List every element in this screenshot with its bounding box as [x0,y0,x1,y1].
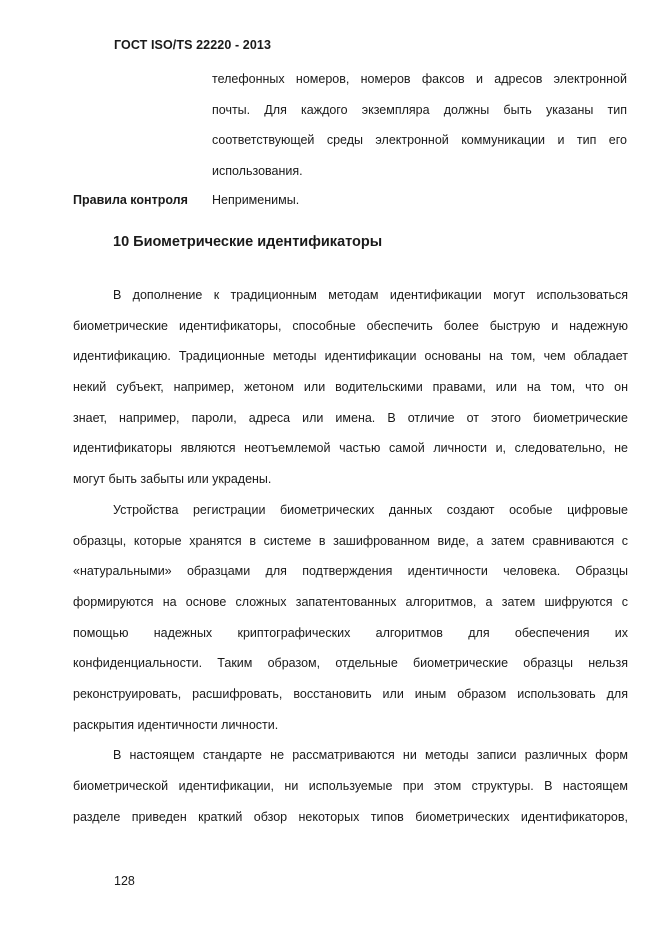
paragraph-line: конфиденциальности. Таким образом, отдельные биометрические образцы нельзя [73,656,628,671]
paragraph-line: могут быть забыты или украдены. [73,472,272,487]
paragraph-line: Устройства регистрации биометрических данных создают особые цифровые [113,502,628,517]
paragraph-line: помощью надежных криптографических алгоритмов для обеспечения их [73,625,628,640]
control-rules-label: Правила контроля [73,193,188,207]
paragraph-line: образцы, которые хранятся в системе в зашифрованном виде, а затем сравниваются с [73,533,628,548]
paragraph-line: биометрические идентификаторы, способные обеспечить более быструю и надежную [73,318,628,333]
page-header-standard: ГОСТ ISO/TS 22220 - 2013 [114,38,271,52]
paragraph-line: знает, например, пароли, адреса или имена. В отличие от этого биометрические [73,410,628,425]
paragraph-line: формируются на основе сложных запатентованных алгоритмов, а затем шифруются с [73,594,628,609]
paragraph-line: идентификаторы являются неотъемлемой частью самой личности и, следовательно, не [73,441,628,456]
continuation-paragraph [212,64,627,186]
paragraph-line: биометрической идентификации, ни используемые при этом структуры. В настоящем [73,779,628,793]
page-number: 128 [114,874,135,888]
text-line: использования. [212,163,303,178]
paragraph-line: «натуральными» образцами для подтверждения идентичности человека. Образцы [73,564,628,579]
paragraph-line: реконструировать, расшифровать, восстановить или иным образом использовать для [73,686,628,701]
paragraph-line: В дополнение к традиционным методам идентификации могут использоваться [113,288,628,302]
paragraph-line: разделе приведен краткий обзор некоторых типов биометрических идентификаторов, [73,809,628,824]
text-line: соответствующей среды электронной коммуникации и тип его [212,133,627,148]
paragraph-line: некий субъект, например, жетоном или водительскими правами, или на том, что он [73,380,628,395]
paragraph-line: В настоящем стандарте не рассматриваются ни методы записи различных форм [113,748,628,763]
section-heading: 10 Биометрические идентификаторы [113,234,383,250]
control-rules-value: Неприменимы. [212,193,300,207]
text-line: почты. Для каждого экземпляра должны быть указаны тип [212,102,627,117]
paragraph-line: идентификацию. Традиционные методы идентификации основаны на том, чем обладает [73,349,628,364]
text-line: телефонных номеров, номеров факсов и адресов электронной [212,72,627,86]
section-body [73,280,628,832]
paragraph-line: раскрытия идентичности личности. [73,717,279,732]
